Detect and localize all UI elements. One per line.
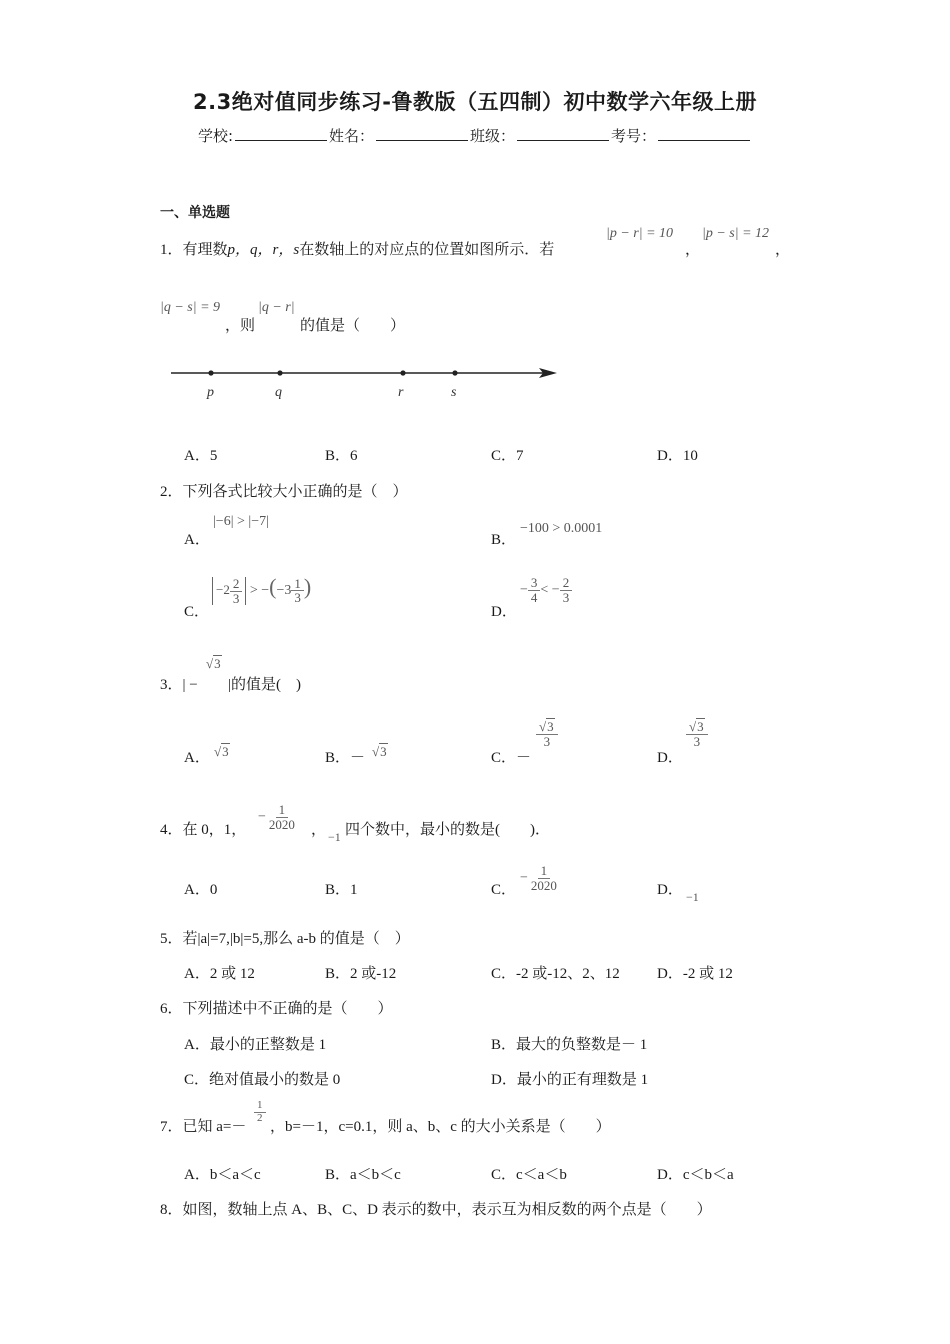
q1-eq1: |p − r| = 10 bbox=[606, 226, 674, 241]
q4-option-d-expr: −1 bbox=[686, 890, 699, 904]
q1-comma1: ， bbox=[685, 242, 701, 258]
d-sign1: − bbox=[520, 582, 528, 598]
q2-option-c-label[interactable]: C． bbox=[184, 604, 210, 620]
q2-option-b-label[interactable]: B． bbox=[491, 532, 517, 548]
q1-eq3: |q − s| = 9 bbox=[160, 300, 221, 315]
q7-option-c[interactable]: C．c＜a＜b bbox=[491, 1167, 567, 1183]
point-r bbox=[400, 370, 405, 375]
label-s: s bbox=[451, 385, 457, 400]
q1-comma2: ， bbox=[775, 242, 791, 258]
c-right: −3 bbox=[276, 583, 292, 598]
q5-option-d[interactable]: D．-2 或 12 bbox=[657, 966, 733, 982]
q8-stem: 8．如图，数轴上点 A、B、C、D 表示的数中，表示互为相反数的两个点是（ ） bbox=[160, 1202, 712, 1218]
point-s bbox=[452, 370, 457, 375]
c-mid: > − bbox=[249, 583, 270, 598]
q1-mid: ，则 bbox=[225, 318, 256, 334]
q4-option-c-expr bbox=[520, 864, 560, 892]
c-frac-num: 2 bbox=[230, 577, 243, 592]
q5-option-c[interactable]: C．-2 或-12、2、12 bbox=[491, 966, 620, 982]
id-label: 考号： bbox=[611, 127, 657, 145]
q7-stem-b: ，b=－1，c=0.1，则 a、b、c 的大小关系是（ ） bbox=[270, 1119, 611, 1135]
q4-stem-a: 4．在 0，1， bbox=[160, 822, 247, 838]
q4-neg1: −1 bbox=[328, 830, 341, 844]
d-frac2-num: 2 bbox=[560, 576, 573, 591]
q1-eq2: |p − s| = 12 bbox=[702, 226, 770, 241]
q4-option-d[interactable]: D． bbox=[657, 882, 683, 898]
q6-option-b[interactable]: B．最大的负整数是－ 1 bbox=[491, 1037, 648, 1053]
page-title: 2.3绝对值同步练习-鲁教版（五四制）初中数学六年级上册 bbox=[193, 90, 757, 114]
q6-option-c[interactable]: C．绝对值最小的数是 0 bbox=[184, 1072, 341, 1088]
c-frac-den: 3 bbox=[232, 590, 240, 606]
c-left: −2 bbox=[216, 582, 230, 597]
label-q: q bbox=[275, 385, 282, 400]
q3-option-a-expr: √3 bbox=[214, 744, 229, 759]
class-blank[interactable] bbox=[517, 126, 609, 141]
q2-option-d-label[interactable]: D． bbox=[491, 604, 517, 620]
q1-option-a[interactable]: A．5 bbox=[184, 448, 218, 464]
q1-stem-line1 bbox=[160, 238, 554, 259]
q7-option-d[interactable]: D．c＜b＜a bbox=[657, 1167, 734, 1183]
label-r: r bbox=[398, 385, 404, 400]
q3c-den: 3 bbox=[543, 733, 551, 749]
q2-option-c-expr: −2 $\frac{2}{3}$ > −(−3 $\frac{1}{3}$ ) bbox=[212, 574, 311, 605]
q1-stem-b: 在数轴上的对应点的位置如图所示．若 bbox=[299, 242, 555, 258]
q1-eq4: |q − r| bbox=[258, 300, 295, 315]
student-info-line bbox=[0, 125, 950, 146]
school-label: 学校: bbox=[197, 127, 233, 145]
q4c-frac-den: 2020 bbox=[530, 877, 557, 893]
id-blank[interactable] bbox=[658, 126, 750, 141]
d-frac1-num: 3 bbox=[528, 576, 541, 591]
q6-option-a[interactable]: A．最小的正整数是 1 bbox=[184, 1037, 327, 1053]
q4c-minus: − bbox=[520, 870, 528, 886]
q1-vars: p，q，r，s bbox=[227, 242, 300, 258]
c-frac2-num: 1 bbox=[291, 577, 304, 592]
q3-root: √3 bbox=[206, 656, 221, 671]
q2-option-b-expr: −100 > 0.0001 bbox=[520, 521, 603, 536]
q3-option-b[interactable]: B．－ bbox=[325, 750, 366, 766]
name-label: 姓名： bbox=[329, 127, 375, 145]
school-blank[interactable] bbox=[235, 126, 327, 141]
q2-option-a-expr: |−6| > |−7| bbox=[213, 514, 269, 529]
q1-number-line bbox=[165, 358, 565, 408]
q5-stem: 5．若|a|=7,|b|=5,那么 a-b 的值是（ ） bbox=[160, 931, 410, 947]
q3-root-val: 3 bbox=[214, 656, 221, 671]
q5-option-a[interactable]: A．2 或 12 bbox=[184, 966, 255, 982]
q7-frac bbox=[254, 1100, 266, 1124]
q4-frac-num: 1 bbox=[276, 803, 289, 818]
q6-option-d[interactable]: D．最小的正有理数是 1 bbox=[491, 1072, 649, 1088]
q7-option-a[interactable]: A．b＜a＜c bbox=[184, 1167, 261, 1183]
q1-tail: 的值是（ ） bbox=[300, 318, 406, 334]
q7-stem-a: 7．已知 a=－ bbox=[160, 1119, 247, 1135]
d-frac2-den: 3 bbox=[562, 589, 570, 605]
q3-option-c[interactable]: C．－ bbox=[491, 750, 532, 766]
q3-option-b-expr: √3 bbox=[372, 744, 387, 759]
q1-stem-a: 1．有理数 bbox=[160, 242, 228, 258]
q4c-frac-num: 1 bbox=[538, 864, 551, 879]
q4-option-b[interactable]: B．1 bbox=[325, 882, 358, 898]
q4-frac-expr bbox=[258, 803, 298, 831]
class-label: 班级： bbox=[470, 127, 516, 145]
q3-option-d[interactable]: D． bbox=[657, 750, 683, 766]
q4-comma: ， bbox=[311, 822, 327, 838]
q3d-root: 3 bbox=[697, 719, 704, 734]
q4-frac-den: 2020 bbox=[268, 816, 295, 832]
q7-option-b[interactable]: B．a＜b＜c bbox=[325, 1167, 401, 1183]
q4-stem-b: 四个数中，最小的数是( )． bbox=[345, 822, 550, 838]
point-p bbox=[208, 370, 213, 375]
q3-option-c-expr: $\frac{√3}{3}$ bbox=[536, 720, 558, 748]
q7-frac-num: 1 bbox=[254, 1100, 266, 1113]
q3c-root: 3 bbox=[547, 719, 554, 734]
q3-stem-b: |的值是( ) bbox=[228, 677, 301, 693]
q2-option-a-label[interactable]: A． bbox=[184, 532, 210, 548]
c-frac2-den: 3 bbox=[294, 590, 301, 606]
q5-option-b[interactable]: B．2 或-12 bbox=[325, 966, 397, 982]
d-frac1-den: 4 bbox=[530, 589, 538, 605]
point-q bbox=[277, 370, 282, 375]
q1-option-d[interactable]: D．10 bbox=[657, 448, 698, 464]
q3-option-d-expr: $\frac{√3}{3}$ bbox=[686, 720, 708, 748]
q7-frac-den: 2 bbox=[257, 1111, 263, 1124]
q3-stem-a: 3．| − bbox=[160, 677, 198, 693]
q2-stem: 2．下列各式比较大小正确的是（ ） bbox=[160, 484, 408, 500]
q4-option-c[interactable]: C． bbox=[491, 882, 517, 898]
q4-minus: − bbox=[258, 809, 266, 825]
section-heading: 一、单选题 bbox=[160, 205, 230, 221]
q4-option-a[interactable]: A．0 bbox=[184, 882, 218, 898]
d-op: < − bbox=[540, 582, 560, 598]
label-p: p bbox=[207, 385, 214, 400]
name-blank[interactable] bbox=[376, 126, 468, 141]
q2-option-d-expr bbox=[520, 576, 572, 604]
q3d-den: 3 bbox=[693, 733, 701, 749]
q6-stem: 6．下列描述中不正确的是（ ） bbox=[160, 1001, 393, 1017]
q1-option-c[interactable]: C．7 bbox=[491, 448, 524, 464]
q3-option-a[interactable]: A． bbox=[184, 750, 210, 766]
q3b-root: 3 bbox=[380, 744, 387, 759]
q3a-root: 3 bbox=[222, 744, 229, 759]
q1-option-b[interactable]: B．6 bbox=[325, 448, 358, 464]
